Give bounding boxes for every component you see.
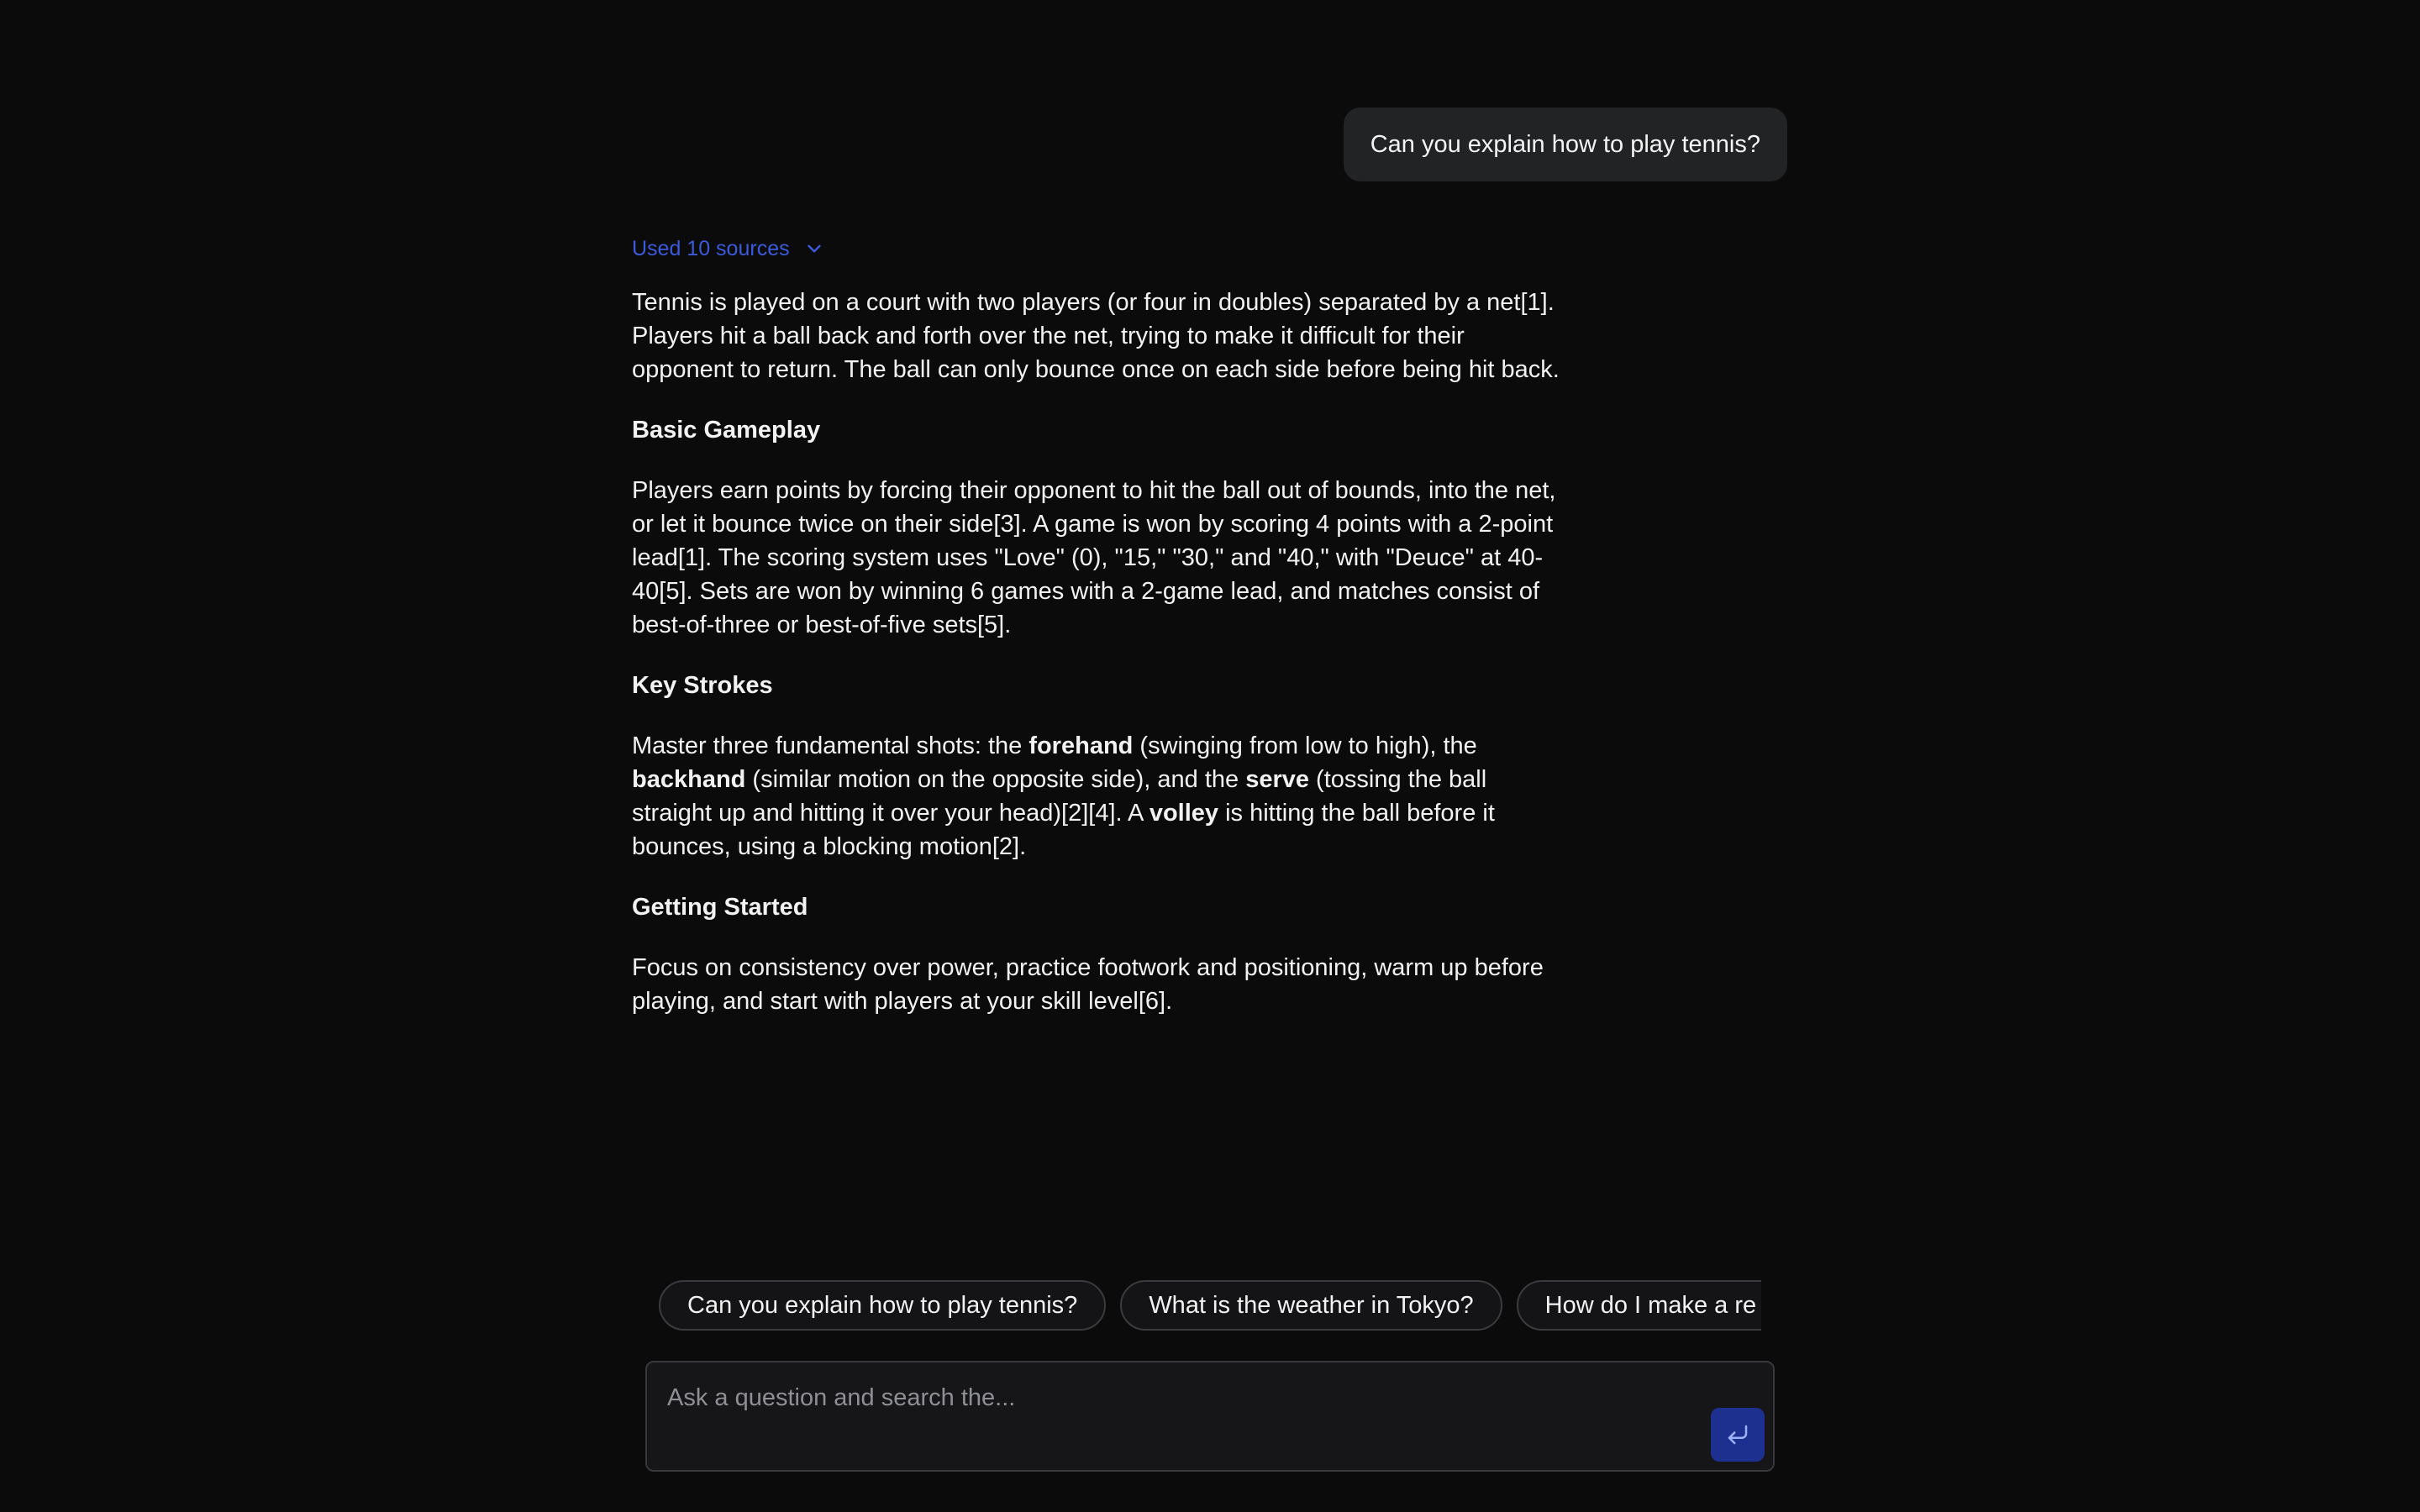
section-heading-gameplay: Basic Gameplay	[632, 417, 821, 444]
sources-toggle-label: Used 10 sources	[632, 236, 790, 260]
section-heading-getting-started: Getting Started	[632, 894, 808, 921]
answer-content	[632, 286, 1565, 1018]
suggestion-chips	[659, 1280, 1761, 1334]
section-heading-strokes: Key Strokes	[632, 672, 773, 699]
strokes-text-part: (swinging from low to high), the	[1133, 732, 1477, 759]
user-message-text: Can you explain how to play tennis?	[1370, 130, 1760, 158]
answer-intro: Tennis is played on a court with two players (or four in doubles) separated by a net[1]. Players hit a ball back and forth over the net, trying to make it difficult for their opponent to return. The ball can only bounce once on each side before being hit back.	[632, 289, 1560, 383]
strokes-term-backhand: backhand	[632, 766, 746, 793]
answer-strokes-text	[632, 729, 1565, 864]
strokes-text-part: is hitting the ball before it bounces, using a blocking motion[2].	[632, 800, 1495, 860]
send-button[interactable]	[1711, 1408, 1765, 1462]
assistant-answer	[632, 232, 1565, 1045]
strokes-text-part: (similar motion on the opposite side), and the	[745, 766, 1246, 793]
sources-toggle[interactable]	[632, 232, 825, 265]
strokes-term-serve: serve	[1245, 766, 1309, 793]
suggestion-chip[interactable]: How do I make a re	[1517, 1280, 1761, 1331]
composer	[645, 1361, 1775, 1472]
strokes-text-part: (tossing the ball straight up and hitting it over your head)[2][4]. A	[632, 766, 1487, 827]
strokes-text-part: Master three fundamental shots: the	[632, 732, 1029, 759]
chevron-down-icon	[803, 238, 825, 260]
suggestion-chip[interactable]: What is the weather in Tokyo?	[1120, 1280, 1502, 1331]
strokes-term-volley: volley	[1149, 800, 1219, 827]
strokes-term-forehand: forehand	[1028, 732, 1134, 759]
suggestion-chip[interactable]: Can you explain how to play tennis?	[659, 1280, 1106, 1331]
question-input[interactable]	[667, 1384, 1659, 1452]
answer-start-text: Focus on consistency over power, practice footwork and positioning, warm up before playing, and start with players at your skill level[6].	[632, 954, 1544, 1015]
user-message-bubble	[1344, 108, 1787, 181]
enter-icon	[1725, 1422, 1750, 1447]
answer-gameplay-text: Players earn points by forcing their opponent to hit the ball out of bounds, into the net, or let it bounce twice on their side[3]. A game is won by scoring 4 points with a 2-point lead[1]. The scoring system uses "Love" (0), "15," "30," and "40," with "Deuce" at 40-40[5]. Sets are won by winning 6 games with a 2-game lead, and matches consist of best-of-three or best-of-five sets[5].	[632, 477, 1556, 638]
